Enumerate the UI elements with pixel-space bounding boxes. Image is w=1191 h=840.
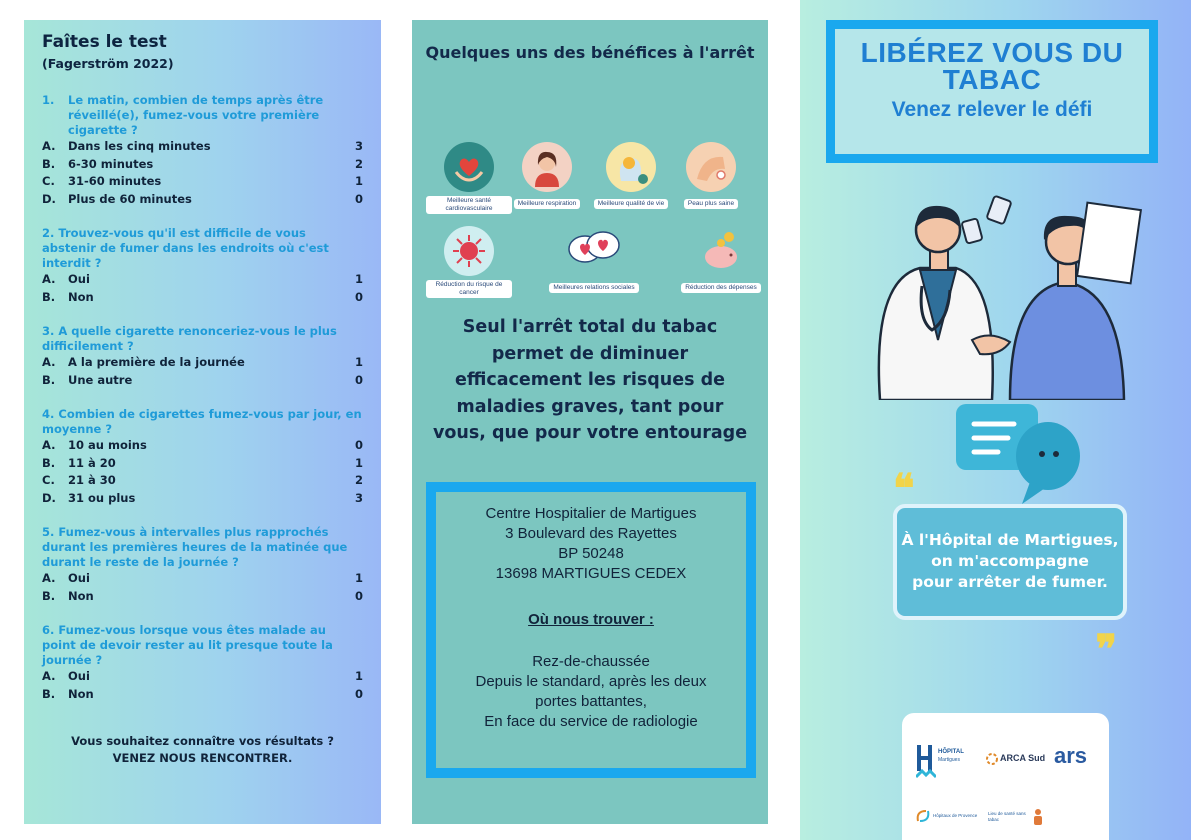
answer-row: [42, 668, 363, 686]
arca-sud-logo: ARCA Sud: [986, 751, 1046, 771]
answer-row: [42, 173, 363, 191]
benefit-label: Meilleure respiration: [514, 199, 581, 209]
footer-call-to-action: VENEZ NOUS RENCONTRER.: [112, 751, 293, 765]
question-6: [42, 623, 363, 703]
address-box: [426, 482, 756, 778]
answer-row: [42, 588, 363, 606]
answer-letter: B.: [42, 686, 56, 701]
key-message: Seul l'arrêt total du tabac permet de diminuer efficacement les risques de maladies graves, tant pour vous, que pour votre entourage: [432, 317, 748, 443]
benefit-social-relations: [544, 226, 644, 294]
answer-letter: A.: [42, 355, 56, 369]
answer-letter: B.: [42, 289, 56, 304]
answer-text: 6-30 minutes: [68, 156, 154, 171]
answer-text: Oui: [68, 571, 90, 585]
benefit-respiration: [504, 142, 590, 210]
answer-points: 1: [354, 571, 363, 585]
answer-letter: A.: [42, 272, 56, 286]
answer-row: [42, 138, 363, 156]
answer-points: 0: [354, 372, 363, 387]
answer-letter: B.: [42, 455, 56, 470]
tagline: Venez relever le défi: [891, 98, 1093, 121]
quote-line: on m'accompagne: [931, 552, 1089, 570]
question-4: [42, 407, 363, 507]
question-number: 1.: [42, 93, 55, 107]
question-text: 6. Fumez-vous lorsque vous êtes malade au point de devoir rester au lit presque toute la journée ?: [42, 623, 333, 667]
quote-card: [893, 465, 1127, 673]
answer-letter: C.: [42, 174, 55, 188]
answer-letter: A.: [42, 669, 56, 683]
answer-row: [42, 156, 363, 174]
answer-text: 10 au moins: [68, 438, 147, 452]
answer-letter: A.: [42, 139, 56, 153]
benefit-savings: [678, 226, 764, 294]
answer-row: [42, 437, 363, 455]
answer-text: A la première de la journée: [68, 355, 245, 369]
answer-text: Une autre: [68, 372, 133, 387]
question-1: [42, 93, 363, 208]
answer-row: [42, 570, 363, 588]
directions-line: Depuis le standard, après les deux portes battantes,: [475, 673, 707, 710]
answer-row: [42, 271, 363, 289]
quote-line: À l'Hôpital de Martigues,: [901, 531, 1119, 549]
answer-letter: D.: [42, 490, 56, 505]
benefit-label: Réduction du risque de cancer: [426, 280, 512, 298]
question-5: [42, 525, 363, 605]
answer-points: 1: [354, 669, 363, 683]
answer-row: [42, 455, 363, 473]
answer-text: Dans les cinq minutes: [68, 139, 211, 153]
breathing-woman-icon: [522, 142, 572, 192]
benefit-cardiovascular: [426, 142, 512, 215]
answer-letter: B.: [42, 588, 56, 603]
answer-row: [42, 372, 363, 390]
answer-text: Oui: [68, 669, 90, 683]
question-text: 5. Fumez-vous à intervalles plus rapprochés durant les premières heures de la matinée que durant le reste de la journée ?: [42, 525, 348, 569]
head-sun-icon: [606, 142, 656, 192]
ars-logo: ars: [1054, 743, 1088, 768]
answer-points: 3: [354, 139, 363, 153]
answer-row: [42, 686, 363, 704]
benefit-label: Meilleures relations sociales: [549, 283, 638, 293]
answer-row: [42, 472, 363, 490]
benefits-grid: [426, 142, 757, 296]
directions-line: Rez-de-chaussée: [532, 653, 650, 670]
results-invitation: [42, 733, 363, 767]
headline: LIBÉREZ VOUS DU TABAC: [860, 37, 1124, 95]
hopital-martigues-logo: HÔPITAL Martigues: [916, 743, 976, 783]
benefit-skin: [668, 142, 754, 210]
answer-row: [42, 354, 363, 372]
answer-text: 11 à 20: [68, 455, 116, 470]
answer-letter: A.: [42, 438, 56, 452]
open-quote-icon: ❝: [893, 465, 915, 512]
skin-icon: [686, 142, 736, 192]
fagerstrom-test-panel: [24, 20, 381, 824]
answer-points: 1: [354, 174, 363, 188]
answer-text: 31 ou plus: [68, 490, 136, 505]
answer-row: [42, 490, 363, 508]
answer-row: [42, 191, 363, 209]
address-line: BP 50248: [558, 545, 624, 562]
answer-letter: A.: [42, 571, 56, 585]
question-2: [42, 226, 363, 306]
benefit-label: Peau plus saine: [684, 199, 738, 209]
quote-line: pour arrêter de fumer.: [912, 573, 1108, 591]
answer-text: Non: [68, 588, 94, 603]
answer-points: 0: [354, 686, 363, 701]
benefit-label: Meilleure qualité de vie: [594, 199, 668, 209]
close-quote-icon: ❞: [1095, 626, 1117, 673]
cell-icon: [444, 226, 494, 276]
question-3: [42, 324, 363, 389]
answer-points: 3: [354, 490, 363, 505]
location-heading: Où nous trouver :: [528, 611, 654, 628]
answer-text: Oui: [68, 272, 90, 286]
answer-row: [42, 289, 363, 307]
answer-points: 2: [354, 473, 363, 487]
answer-text: Plus de 60 minutes: [68, 191, 192, 206]
benefits-title: [412, 40, 768, 66]
speech-hearts-icon: [564, 226, 624, 276]
answer-letter: C.: [42, 473, 55, 487]
address-line: 13698 MARTIGUES CEDEX: [495, 565, 687, 582]
question-text: 3. A quelle cigarette renonceriez-vous le plus difficilement ?: [42, 324, 337, 353]
question-text: Le matin, combien de temps après être réveillé(e), fumez-vous votre première cigarette ?: [68, 93, 324, 137]
answer-text: Non: [68, 289, 94, 304]
directions-line: En face du service de radiologie: [484, 713, 698, 730]
answer-letter: B.: [42, 156, 56, 171]
answer-text: 31-60 minutes: [68, 174, 162, 188]
benefit-label: Meilleure santé cardiovasculaire: [426, 196, 512, 214]
lieu-sans-tabac-logo: Lieu de santé sans tabac: [988, 807, 1048, 829]
answer-points: 1: [354, 355, 363, 369]
heart-hands-icon: [444, 142, 494, 192]
answer-text: 21 à 30: [68, 473, 116, 487]
headline-box: [826, 20, 1158, 163]
address-line: 3 Boulevard des Rayettes: [505, 525, 677, 542]
answer-letter: B.: [42, 372, 56, 387]
question-text: 4. Combien de cigarettes fumez-vous par jour, en moyenne ?: [42, 407, 362, 436]
answer-text: Non: [68, 686, 94, 701]
cover-panel: [800, 0, 1191, 840]
benefits-title-text: Quelques uns des bénéfices à l'arrêt: [425, 43, 755, 62]
benefit-quality-of-life: [588, 142, 674, 210]
piggy-bank-icon: [696, 226, 746, 276]
address-line: Centre Hospitalier de Martigues: [485, 505, 697, 522]
benefit-cancer-risk: [426, 226, 512, 299]
footer-question: Vous souhaitez connaître vos résultats ?: [71, 734, 334, 748]
doctor-patient-illustration: [860, 190, 1150, 400]
test-title: Faîtes le test: [42, 32, 167, 52]
test-subtitle: (Fagerström 2022): [42, 56, 174, 71]
answer-points: 2: [354, 156, 363, 171]
hopitaux-de-provence-logo: Hôpitaux de Provence: [916, 809, 978, 827]
answer-points: 0: [354, 588, 363, 603]
answer-points: 1: [354, 455, 363, 470]
answer-points: 1: [354, 272, 363, 286]
partner-logos: [902, 713, 1109, 840]
answer-letter: D.: [42, 191, 56, 206]
answer-points: 0: [354, 191, 363, 206]
benefit-label: Réduction des dépenses: [681, 283, 761, 293]
question-text: 2. Trouvez-vous qu'il est difficile de vous abstenir de fumer dans les endroits où c'est interdit ?: [42, 226, 329, 270]
chat-bubbles-icon: [950, 396, 1090, 516]
answer-points: 0: [354, 438, 363, 452]
answer-points: 0: [354, 289, 363, 304]
